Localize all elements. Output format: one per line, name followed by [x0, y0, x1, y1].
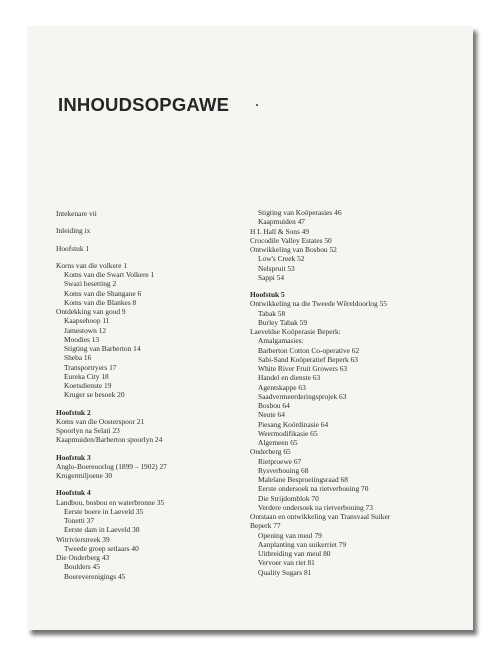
toc-subentry: Koms van die Swart Volkere 1 [64, 270, 155, 279]
toc-entry: Ontstaan en ontwikkeling van Transvaal Suiker [250, 512, 391, 521]
toc-subentry: Transportryers 17 [64, 362, 117, 372]
page-title: INHOUDSOPGAWE [58, 94, 230, 115]
toc-entry: Hoofstuk 1 [56, 243, 90, 253]
toc-subentry: Boereverenigings 45 [64, 571, 126, 581]
toc-subentry: Stigting van Koöperasies 46 [258, 208, 342, 217]
toc-entry: Die Onderberg 43 [56, 553, 110, 562]
toc-entry: Krugermiljoene 30 [56, 471, 113, 480]
toc-subentry: White River Fruit Growers 63 [258, 364, 348, 373]
toc-subentry: Rysverbouing 68 [258, 465, 309, 475]
toc-entry: Intekenare vii [56, 209, 97, 218]
toc-entry: Kaapmuiden/Barberton spoorlyn 24 [56, 435, 163, 445]
toc-column-right [250, 208, 450, 577]
toc-subentry: Verdere ondersoek na rietverbouing 73 [258, 502, 373, 512]
chapter-heading: Hoofstuk 4 [56, 488, 91, 498]
toc-subentry: Koms van die Blankes 8 [64, 297, 137, 307]
toc-subentry: Kaapmuiden 47 [258, 217, 305, 227]
toc-subentry: Bosbou 64 [258, 401, 290, 410]
toc-subentry: Barberton Cotton Co-operative 62 [258, 345, 360, 355]
toc-subentry: Eureka City 18 [64, 371, 109, 381]
chapter-heading: Hoofstuk 3 [56, 452, 91, 462]
toc-entry: H L Hall & Sons 49 [250, 226, 310, 236]
toc-entry: Onderberg 65 [250, 447, 291, 457]
toc-entry: Inleiding ix [56, 226, 91, 236]
toc-entry: Ontwikkeling van Bosbou 52 [250, 245, 337, 254]
toc-subentry: Nelspruit 53 [258, 263, 295, 273]
toc-subentry: Sheba 16 [64, 353, 92, 363]
spacer [56, 445, 236, 453]
toc-entry: Ontwikkeling na die Tweede Wêreldoorlog 55 [250, 299, 387, 309]
toc-entry: Koms van die Oosterspoor 21 [56, 416, 145, 426]
toc-subentry: Rietproewe 67 [258, 456, 302, 466]
toc-subentry: Sappi 54 [258, 272, 285, 282]
toc-subentry: Eerste dam in Laeveld 38 [64, 525, 140, 535]
toc-subentry: Piesang Koördinasie 64 [258, 419, 329, 429]
toc-subentry: Saadvermeerderingsprojek 63 [258, 391, 347, 401]
toc-subentry: Quality Sugars 81 [258, 567, 312, 577]
toc-entry: Spoorlyn na Selati 23 [56, 426, 120, 435]
toc-entry: Anglo-Boereoorlog (1899 – 1902) 27 [56, 461, 167, 471]
toc-subentry: Amalgamasies: [258, 336, 304, 346]
toc-subentry: Low's Creek 52 [258, 254, 305, 264]
toc-entry: Landbou, bosbou en waterbronne 35 [56, 497, 165, 507]
toc-subentry: Burley Tabak 59 [258, 317, 308, 327]
toc-subentry: Kaapsehoop 11 [64, 316, 110, 326]
toc-subentry: Agentskappe 63 [258, 382, 306, 392]
toc-subentry: Moodies 13 [64, 334, 100, 344]
toc-subentry: Aanplanting van suikerriet 79 [258, 539, 347, 549]
toc-subentry: Tonetti 37 [64, 516, 95, 525]
toc-entry: Crocodile Valley Estates 50 [250, 235, 332, 245]
toc-subentry: Malelane Besproeiingsraad 68 [258, 475, 348, 484]
toc-subentry: Kruger se besoek 20 [64, 390, 125, 400]
toc-entry: Laeveldse Koöperasie Beperk: [250, 327, 341, 336]
toc-entry: Ontdekking van goud 9 [56, 307, 126, 316]
toc-subentry: Eerste ondersoek na rietverbouing 70 [258, 484, 369, 494]
spacer [56, 400, 236, 408]
chapter-heading: Hoofstuk 5 [250, 290, 285, 299]
decorative-dot [256, 104, 258, 106]
toc-subentry: Koetsdienste 19 [64, 381, 112, 390]
toc-subentry: Vervoer van riet 81 [258, 558, 315, 568]
toc-subentry: Tweede groep setlaars 40 [64, 543, 139, 553]
spacer [56, 480, 236, 488]
toc-column-left [56, 209, 236, 581]
toc-subentry: Weermodifikasie 65 [258, 428, 318, 438]
toc-subentry: Stigting van Barberton 14 [64, 344, 141, 353]
toc-subentry: Tabak 58 [258, 308, 286, 318]
toc-subentry: Neute 64 [258, 410, 285, 420]
toc-subentry: Die Strijdomblok 70 [258, 493, 319, 503]
toc-subentry: Handel en dienste 63 [258, 373, 321, 383]
spacer [250, 282, 450, 290]
toc-subentry: Uitbreiding van meul 80 [258, 549, 331, 558]
toc-subentry: Sabi-Sand Koöperatief Beperk 63 [258, 354, 358, 364]
spacer [56, 218, 236, 226]
toc-entry: Korns van die volkere 1 [56, 260, 128, 270]
toc-entry: Beperk 77 [250, 521, 281, 531]
toc-subentry: Koms van die Shangane 6 [64, 288, 142, 298]
spacer [56, 236, 236, 244]
spacer [56, 253, 236, 261]
toc-entry: Witrivierstreek 39 [56, 534, 110, 544]
chapter-heading: Hoofstuk 2 [56, 407, 91, 417]
toc-subentry: Eerste boere in Laeveld 35 [64, 506, 144, 516]
toc-subentry: Boulders 45 [64, 562, 100, 572]
toc-subentry: Opening van meul 79 [258, 530, 322, 540]
toc-subentry: Jamestown 12 [64, 325, 107, 335]
toc-subentry: Algemeen 65 [258, 438, 298, 447]
toc-subentry: Swazi besetting 2 [64, 279, 117, 289]
